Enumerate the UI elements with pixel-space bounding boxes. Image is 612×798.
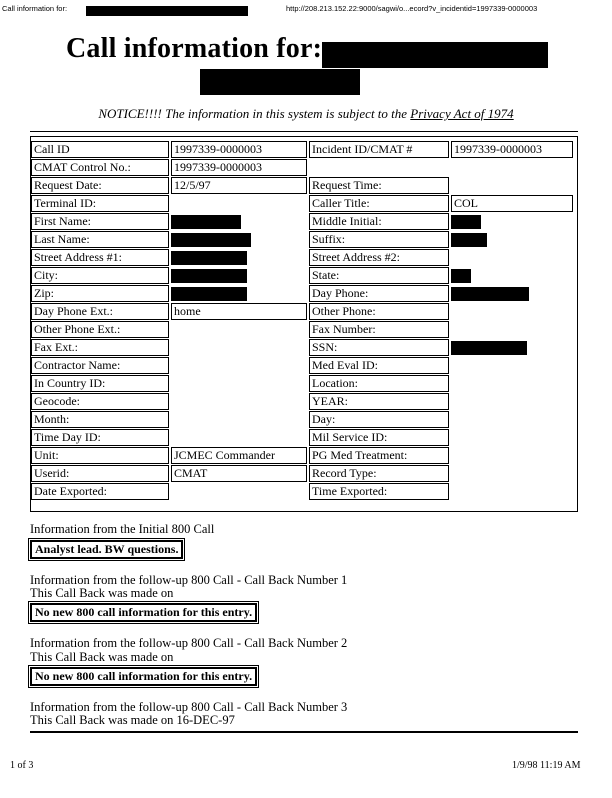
contractor-name-label: Contractor Name:: [31, 357, 169, 374]
ssn-label: SSN:: [309, 339, 449, 356]
print-timestamp: 1/9/98 11:19 AM: [512, 760, 581, 771]
day-phone-label: Day Phone:: [309, 285, 449, 302]
callback-3-made: This Call Back was made on 16-DEC-97: [30, 713, 235, 727]
redaction-bar: [171, 269, 247, 283]
print-header-title: Call information for:: [2, 4, 68, 13]
time-day-id-label: Time Day ID:: [31, 429, 169, 446]
pg-med-treatment-label: PG Med Treatment:: [309, 447, 449, 464]
initial-call-label: Information from the Initial 800 Call: [30, 522, 215, 536]
privacy-notice-text: NOTICE!!!! The information in this system is subject to the: [98, 106, 411, 121]
street-address-2-label: Street Address #2:: [309, 249, 449, 266]
call-id-label: Call ID: [31, 141, 169, 158]
page-number: 1 of 3: [10, 760, 34, 771]
last-name-label: Last Name:: [31, 231, 169, 248]
redaction-bar: [451, 269, 471, 283]
redaction-bar: [322, 42, 548, 68]
incident-id-label: Incident ID/CMAT #: [309, 141, 449, 158]
callback-3-label: Information from the follow-up 800 Call - Call Back Number 3: [30, 700, 348, 714]
callback-2-info: No new 800 call information for this entry.: [30, 667, 257, 686]
request-time-label: Request Time:: [309, 177, 449, 194]
call-info-table: [30, 136, 578, 512]
callback-2-label: Information from the follow-up 800 Call - Call Back Number 2: [30, 636, 348, 650]
year-label: YEAR:: [309, 393, 449, 410]
time-exported-label: Time Exported:: [309, 483, 449, 500]
redaction-bar: [171, 287, 247, 301]
callback-2-made: This Call Back was made on: [30, 650, 174, 664]
cmat-control-label: CMAT Control No.:: [31, 159, 169, 176]
redaction-bar: [171, 251, 247, 265]
in-country-id-label: In Country ID:: [31, 375, 169, 392]
mil-service-id-label: Mil Service ID:: [309, 429, 449, 446]
caller-title-value: COL: [451, 195, 573, 212]
redaction-bar: [86, 6, 248, 16]
month-label: Month:: [31, 411, 169, 428]
request-date-value: 12/5/97: [171, 177, 307, 194]
userid-label: Userid:: [31, 465, 169, 482]
other-phone-ext-label: Other Phone Ext.:: [31, 321, 169, 338]
suffix-label: Suffix:: [309, 231, 449, 248]
callback-1-label: Information from the follow-up 800 Call - Call Back Number 1: [30, 573, 348, 587]
divider: [30, 131, 578, 132]
redaction-bar: [200, 69, 360, 95]
first-name-label: First Name:: [31, 213, 169, 230]
street-address-1-label: Street Address #1:: [31, 249, 169, 266]
redaction-bar: [451, 287, 529, 301]
other-phone-label: Other Phone:: [309, 303, 449, 320]
userid-value: CMAT: [171, 465, 307, 482]
unit-value: JCMEC Commander: [171, 447, 307, 464]
divider: [30, 731, 578, 733]
fax-number-label: Fax Number:: [309, 321, 449, 338]
zip-label: Zip:: [31, 285, 169, 302]
callback-1-info: No new 800 call information for this entry.: [30, 603, 257, 622]
med-eval-id-label: Med Eval ID:: [309, 357, 449, 374]
unit-label: Unit:: [31, 447, 169, 464]
incident-id-value: 1997339-0000003: [451, 141, 573, 158]
caller-title-label: Caller Title:: [309, 195, 449, 212]
record-type-label: Record Type:: [309, 465, 449, 482]
date-exported-label: Date Exported:: [31, 483, 169, 500]
day-label: Day:: [309, 411, 449, 428]
redaction-bar: [171, 215, 241, 229]
callback-1-made: This Call Back was made on: [30, 586, 174, 600]
terminal-id-label: Terminal ID:: [31, 195, 169, 212]
privacy-act-link[interactable]: Privacy Act of 1974: [410, 106, 514, 121]
location-label: Location:: [309, 375, 449, 392]
privacy-notice: [0, 106, 612, 122]
city-label: City:: [31, 267, 169, 284]
call-id-value: 1997339-0000003: [171, 141, 307, 158]
cmat-control-value: 1997339-0000003: [171, 159, 307, 176]
day-phone-ext-value: home: [171, 303, 307, 320]
print-header-url: http://208.213.152.22:9000/sagwi/o...ecord?v_incidentid=1997339-0000003: [286, 4, 538, 13]
redaction-bar: [451, 215, 481, 229]
geocode-label: Geocode:: [31, 393, 169, 410]
redaction-bar: [451, 233, 487, 247]
request-date-label: Request Date:: [31, 177, 169, 194]
redaction-bar: [451, 341, 527, 355]
initial-call-info: Analyst lead. BW questions.: [30, 540, 183, 559]
day-phone-ext-label: Day Phone Ext.:: [31, 303, 169, 320]
fax-ext-label: Fax Ext.:: [31, 339, 169, 356]
page-title: Call information for:: [66, 33, 323, 64]
state-label: State:: [309, 267, 449, 284]
redaction-bar: [171, 233, 251, 247]
middle-initial-label: Middle Initial:: [309, 213, 449, 230]
